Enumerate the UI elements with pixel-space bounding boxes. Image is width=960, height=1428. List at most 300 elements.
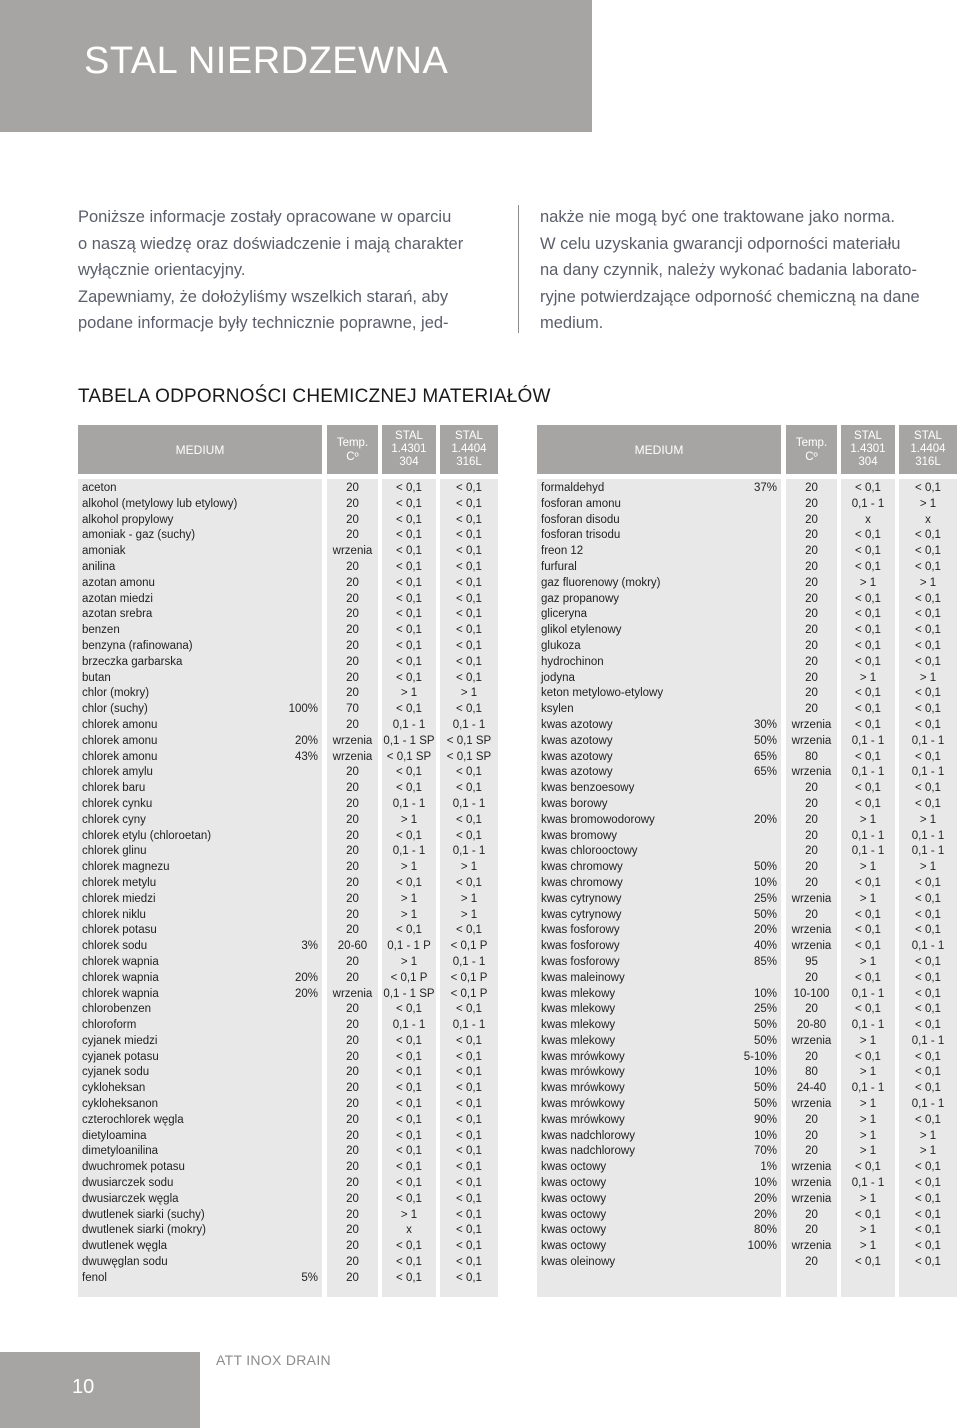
temperature: 20 [805,908,818,921]
steel-304-value: < 0,1 [396,1129,422,1142]
steel-316l-value: < 0,1 [915,876,941,889]
temperature: 20 [805,482,818,494]
steel-316l-value: < 0,1 [915,955,941,968]
steel-304-value: < 0,1 [855,687,881,700]
steel-316l-value: 0,1 - 1 [911,940,945,953]
steel-304-value: > 1 [859,671,877,684]
medium-name: kwas azotowy [541,750,613,763]
steel-316l-value: < 0,1 SP [446,734,492,747]
table-row [78,1255,498,1271]
temperature: 20 [805,576,818,589]
table-row [78,987,498,1003]
temperature: wrzenia [332,545,373,558]
steel-316l-value: < 0,1 [456,1177,482,1190]
steel-304-value: < 0,1 [855,750,881,763]
header-steel-label: STAL [395,430,423,442]
steel-304-value: < 0,1 [396,545,422,558]
header-steel-304 [382,425,436,474]
table-row [537,592,957,608]
steel-316l-value: < 0,1 [915,1224,941,1237]
temperature: wrzenia [332,750,373,763]
medium-name: kwas octowy [541,1192,607,1205]
steel-304-value: > 1 [400,687,418,700]
steel-316l-value: < 0,1 [456,782,482,795]
medium-name: chlorek niklu [82,908,146,921]
intro-line: Poniższe informacje zostały opracowane w oparciu [78,208,452,226]
steel-316l-value: < 0,1 [915,529,941,542]
temperature: wrzenia [332,734,373,747]
table-row [537,1065,957,1081]
concentration: 25% [753,892,777,905]
steel-316l-value: 0,1 - 1 [452,845,486,858]
header-steel-316l [440,425,498,474]
table-row [537,560,957,576]
steel-304-value: 0,1 - 1 [392,845,426,858]
table-row [537,860,957,876]
table-row [537,576,957,592]
steel-316l-value: > 1 [460,892,478,905]
concentration: 50% [753,861,777,874]
medium-name: gaz fluorenowy (mokry) [541,576,661,589]
steel-316l-value: < 0,1 [915,1208,941,1221]
steel-304-value: > 1 [859,1145,877,1158]
temperature: 20 [346,829,359,842]
steel-304-value: < 0,1 SP [386,750,432,763]
temperature: 20 [805,497,818,510]
steel-304-value: > 1 [400,955,418,968]
concentration: 5-10% [743,1050,777,1063]
table-row [78,1065,498,1081]
table-row [78,655,498,671]
header-temp [327,425,378,474]
steel-304-value: < 0,1 [396,1066,422,1079]
medium-name: glikol etylenowy [541,624,622,637]
steel-316l-value: > 1 [919,671,937,684]
medium-name: cyjanek potasu [82,1050,159,1063]
table-row [78,1192,498,1208]
temperature: 20 [346,1034,359,1047]
steel-304-value: < 0,1 [396,1113,422,1126]
header-steel-grade: 304 [399,456,419,468]
medium-name: kwas mrówkowy [541,1082,625,1095]
table-row [78,1144,498,1160]
temperature: 20-60 [337,940,368,953]
temperature: 20-80 [796,1019,827,1032]
steel-316l-value: < 0,1 [456,766,482,779]
steel-316l-value: < 0,1 [915,1050,941,1063]
medium-name: chlor (suchy) [82,703,148,716]
temperature: 20 [346,529,359,542]
medium-name: kwas chlorooctowy [541,845,638,858]
steel-316l-value: < 0,1 [915,1177,941,1190]
steel-304-value: < 0,1 [396,876,422,889]
page-number: 10 [72,1376,95,1398]
temperature: 20 [805,687,818,700]
medium-name: kwas bromowy [541,829,618,842]
steel-316l-value: < 0,1 P [450,940,488,953]
steel-316l-value: < 0,1 [915,655,941,668]
medium-name: dwusiarczek węgla [82,1192,179,1205]
temperature: 20 [346,687,359,700]
steel-304-value: < 0,1 [396,1050,422,1063]
table-row [78,497,498,513]
steel-316l-value: < 0,1 [456,1082,482,1095]
medium-name: chlorek miedzi [82,892,156,905]
steel-316l-value: < 0,1 [456,1145,482,1158]
table-row [537,686,957,702]
temperature: 20 [805,703,818,716]
temperature: 20 [346,1066,359,1079]
header-medium-label: MEDIUM [634,443,684,457]
table-row [78,1113,498,1129]
steel-316l-value: < 0,1 [915,1003,941,1016]
medium-name: dwuwęglan sodu [82,1256,168,1269]
steel-304-value: < 0,1 [855,797,881,810]
table-row [78,1239,498,1255]
table-row [537,908,957,924]
medium-name: azotan amonu [82,576,155,589]
steel-304-value: < 0,1 [396,1192,422,1205]
steel-316l-value: < 0,1 [456,608,482,621]
temperature: 20 [346,592,359,605]
steel-316l-value: < 0,1 [915,971,941,984]
table-row [78,1271,498,1287]
medium-name: kwas fosforowy [541,940,620,953]
medium-name: kwas benzoesowy [541,782,635,795]
steel-316l-value: < 0,1 [915,703,941,716]
table-row [537,702,957,718]
table-row [78,544,498,560]
steel-304-value: > 1 [859,1192,877,1205]
steel-316l-value: < 0,1 [915,782,941,795]
medium-name: fosforan trisodu [541,529,621,542]
steel-316l-value: < 0,1 [915,1066,941,1079]
header-steel-label: STAL [854,430,882,442]
header-steel-grade: 316L [915,456,941,468]
steel-316l-value: < 0,1 [915,1082,941,1095]
steel-304-value: x [406,1224,412,1237]
temperature: 20 [346,1240,359,1253]
steel-316l-value: 0,1 - 1 [452,718,486,731]
temperature: wrzenia [791,940,832,953]
steel-304-value: < 0,1 [396,482,422,494]
table-row [78,892,498,908]
table-row [78,750,498,766]
concentration: 90% [753,1113,777,1126]
steel-304-value: < 0,1 [396,829,422,842]
medium-name: kwas nadchlorowy [541,1145,635,1158]
concentration: 50% [753,1034,777,1047]
steel-304-value: > 1 [400,892,418,905]
temperature: 20 [805,971,818,984]
page-title: STAL NIERDZEWNA [84,40,449,82]
concentration: 5% [301,1271,318,1284]
medium-name: benzen [82,624,120,637]
concentration: 10% [753,987,777,1000]
temperature: 20 [805,876,818,889]
steel-316l-value: < 0,1 [915,924,941,937]
table-row [78,955,498,971]
intro-line: o naszą wiedzę oraz doświadczenie i mają charakter [78,234,464,253]
concentration: 100% [747,1240,777,1253]
table-row [537,765,957,781]
table-row [78,1018,498,1034]
steel-316l-value: 0,1 - 1 [911,734,945,747]
medium-name: keton metylowo-etylowy [541,687,664,700]
steel-304-value: < 0,1 [396,576,422,589]
concentration: 50% [753,1019,777,1032]
steel-304-value: 0,1 - 1 P [387,940,431,953]
intro-right-column [540,204,960,337]
steel-304-value: 0,1 - 1 [851,845,885,858]
temperature: 20 [346,861,359,874]
table-row [537,1192,957,1208]
medium-name: chlorek amonu [82,750,158,763]
medium-name: jodyna [541,671,575,684]
steel-304-value: < 0,1 [396,608,422,621]
temperature: 20 [805,829,818,842]
medium-name: fenol [82,1271,107,1284]
temperature: 20 [805,545,818,558]
table-row [78,623,498,639]
temperature: 80 [805,1066,818,1079]
steel-304-value: > 1 [859,1240,877,1253]
table-row [537,671,957,687]
medium-name: kwas octowy [541,1161,607,1174]
steel-316l-value: < 0,1 [456,624,482,637]
medium-name: kwas mrówkowy [541,1050,625,1063]
temperature: 20 [805,529,818,542]
table-row [537,639,957,655]
medium-name: kwas mlekowy [541,987,616,1000]
table-row [537,844,957,860]
medium-name: dwutlenek siarki (mokry) [82,1224,206,1237]
steel-304-value: < 0,1 [396,1145,422,1158]
steel-304-value: 0,1 - 1 [392,1019,426,1032]
table-row [537,1002,957,1018]
table-row [537,813,957,829]
table-row [78,560,498,576]
table-rows [537,481,957,1271]
medium-name: chlorek etylu (chloroetan) [82,829,212,842]
steel-304-value: < 0,1 [396,1161,422,1174]
steel-316l-value: > 1 [919,813,937,826]
table-row [537,1050,957,1066]
steel-304-value: > 1 [859,1113,877,1126]
intro-line: W celu uzyskania gwarancji odporności materiału [540,234,901,253]
header-steel-label: STAL [455,430,483,442]
steel-304-value: < 0,1 [855,782,881,795]
table-row [78,1034,498,1050]
steel-316l-value: > 1 [460,908,478,921]
temperature: 20 [346,639,359,652]
medium-name: butan [82,671,111,684]
header-temp-unit: Cº [346,451,359,463]
table-row [537,971,957,987]
concentration: 50% [753,1082,777,1095]
concentration: 20% [294,987,318,1000]
table-row [537,1255,957,1271]
table-row [537,781,957,797]
steel-304-value: 0,1 - 1 SP [383,734,435,747]
intro-line: nakże nie mogą być one traktowane jako norma. [540,208,895,226]
steel-316l-value: < 0,1 [456,576,482,589]
steel-304-value: < 0,1 [855,624,881,637]
table-row [78,513,498,529]
temperature: 20 [805,782,818,795]
table-row [537,544,957,560]
concentration: 25% [753,1003,777,1016]
medium-name: chlor (mokry) [82,687,150,700]
medium-name: chlorek wapnia [82,955,159,968]
steel-304-value: < 0,1 [855,876,881,889]
steel-304-value: < 0,1 [855,545,881,558]
medium-name: chlorek cynku [82,797,153,810]
medium-name: kwas mrówkowy [541,1066,625,1079]
steel-316l-value: < 0,1 [456,482,482,494]
table-row [537,939,957,955]
temperature: 20 [805,861,818,874]
concentration: 65% [753,750,777,763]
temperature: 20 [346,813,359,826]
temperature: 20 [805,1050,818,1063]
steel-316l-value: < 0,1 [915,1240,941,1253]
table-row [78,734,498,750]
table-row [78,1176,498,1192]
steel-316l-value: > 1 [919,1129,937,1142]
steel-316l-value: < 0,1 [456,1208,482,1221]
intro-line: medium. [540,314,604,332]
header-steel-316l [899,425,957,474]
steel-316l-value: > 1 [460,861,478,874]
steel-316l-value: < 0,1 [915,1256,941,1269]
table-row [78,592,498,608]
steel-316l-value: > 1 [919,576,937,589]
table-row [537,1223,957,1239]
steel-304-value: < 0,1 [396,1177,422,1190]
steel-304-value: < 0,1 [855,1003,881,1016]
temperature: 20 [805,624,818,637]
table-row [78,607,498,623]
steel-304-value: > 1 [859,1066,877,1079]
temperature: 20 [346,1098,359,1111]
temperature: 20 [346,624,359,637]
concentration: 65% [753,766,777,779]
steel-316l-value: < 0,1 [915,592,941,605]
table-row [78,923,498,939]
medium-name: chlorek metylu [82,876,157,889]
medium-name: alkohol (metylowy lub etylowy) [82,497,238,510]
steel-316l-value: < 0,1 P [450,987,488,1000]
temperature: 20 [346,655,359,668]
medium-name: kwas azotowy [541,734,613,747]
concentration: 10% [753,1129,777,1142]
temperature: 20 [346,1019,359,1032]
temperature: 20 [346,892,359,905]
concentration: 20% [753,813,777,826]
temperature: 20 [805,845,818,858]
temperature: 20 [346,671,359,684]
steel-304-value: < 0,1 [396,1240,422,1253]
header-steel-grade: 304 [858,456,878,468]
table-row [78,1002,498,1018]
steel-316l-value: < 0,1 [456,1192,482,1205]
steel-316l-value: < 0,1 [456,545,482,558]
temperature: wrzenia [791,1177,832,1190]
medium-name: czterochlorek węgla [82,1113,184,1126]
steel-304-value: > 1 [859,1098,877,1111]
concentration: 50% [753,1098,777,1111]
medium-name: freon 12 [541,545,584,558]
medium-name: kwas mlekowy [541,1003,616,1016]
steel-304-value: < 0,1 [855,924,881,937]
table-row [537,955,957,971]
steel-304-value: < 0,1 [855,592,881,605]
steel-304-value: > 1 [859,892,877,905]
concentration: 20% [294,734,318,747]
medium-name: chlorek baru [82,782,146,795]
concentration: 50% [753,734,777,747]
temperature: 20 [346,1192,359,1205]
steel-316l-value: < 0,1 [456,1224,482,1237]
steel-304-value: < 0,1 [855,971,881,984]
temperature: 20 [346,1145,359,1158]
medium-name: kwas octowy [541,1224,607,1237]
table-row [78,1223,498,1239]
temperature: 20 [346,924,359,937]
table-row [78,1097,498,1113]
steel-304-value: < 0,1 [855,1208,881,1221]
steel-316l-value: < 0,1 [456,1034,482,1047]
table-row [537,892,957,908]
steel-304-value: > 1 [859,576,877,589]
temperature: 24-40 [796,1082,827,1095]
steel-304-value: < 0,1 [396,497,422,510]
temperature: 20 [346,797,359,810]
steel-304-value: < 0,1 [396,1034,422,1047]
steel-304-value: 0,1 - 1 [851,829,885,842]
steel-316l-value: < 0,1 [915,624,941,637]
temperature: 20 [346,1177,359,1190]
temperature: 20 [346,482,359,494]
concentration: 80% [753,1224,777,1237]
header-medium [78,425,322,474]
concentration: 1% [760,1161,777,1174]
steel-304-value: > 1 [400,1208,418,1221]
intro-left-column [78,204,498,337]
temperature: wrzenia [791,718,832,731]
column-divider [518,205,519,333]
header-steel-number: 1.4404 [910,443,946,455]
medium-name: dwusiarczek sodu [82,1177,174,1190]
steel-316l-value: < 0,1 [456,592,482,605]
footer-brand: ATT INOX DRAIN [216,1352,331,1368]
steel-316l-value: < 0,1 [456,924,482,937]
steel-304-value: > 1 [859,813,877,826]
temperature: 20 [805,797,818,810]
table-title: TABELA ODPORNOŚCI CHEMICZNEJ MATERIAŁÓW [78,386,551,407]
concentration: 20% [753,1192,777,1205]
temperature: 20 [805,592,818,605]
steel-316l-value: 0,1 - 1 [911,845,945,858]
steel-316l-value: > 1 [919,1145,937,1158]
steel-316l-value: < 0,1 [915,718,941,731]
medium-name: dwutlenek węgla [82,1240,168,1253]
intro-line: Zapewniamy, że dołożyliśmy wszelkich starań, aby [78,287,449,306]
medium-name: chlorek amylu [82,766,153,779]
table-row [537,1018,957,1034]
concentration: 10% [753,876,777,889]
